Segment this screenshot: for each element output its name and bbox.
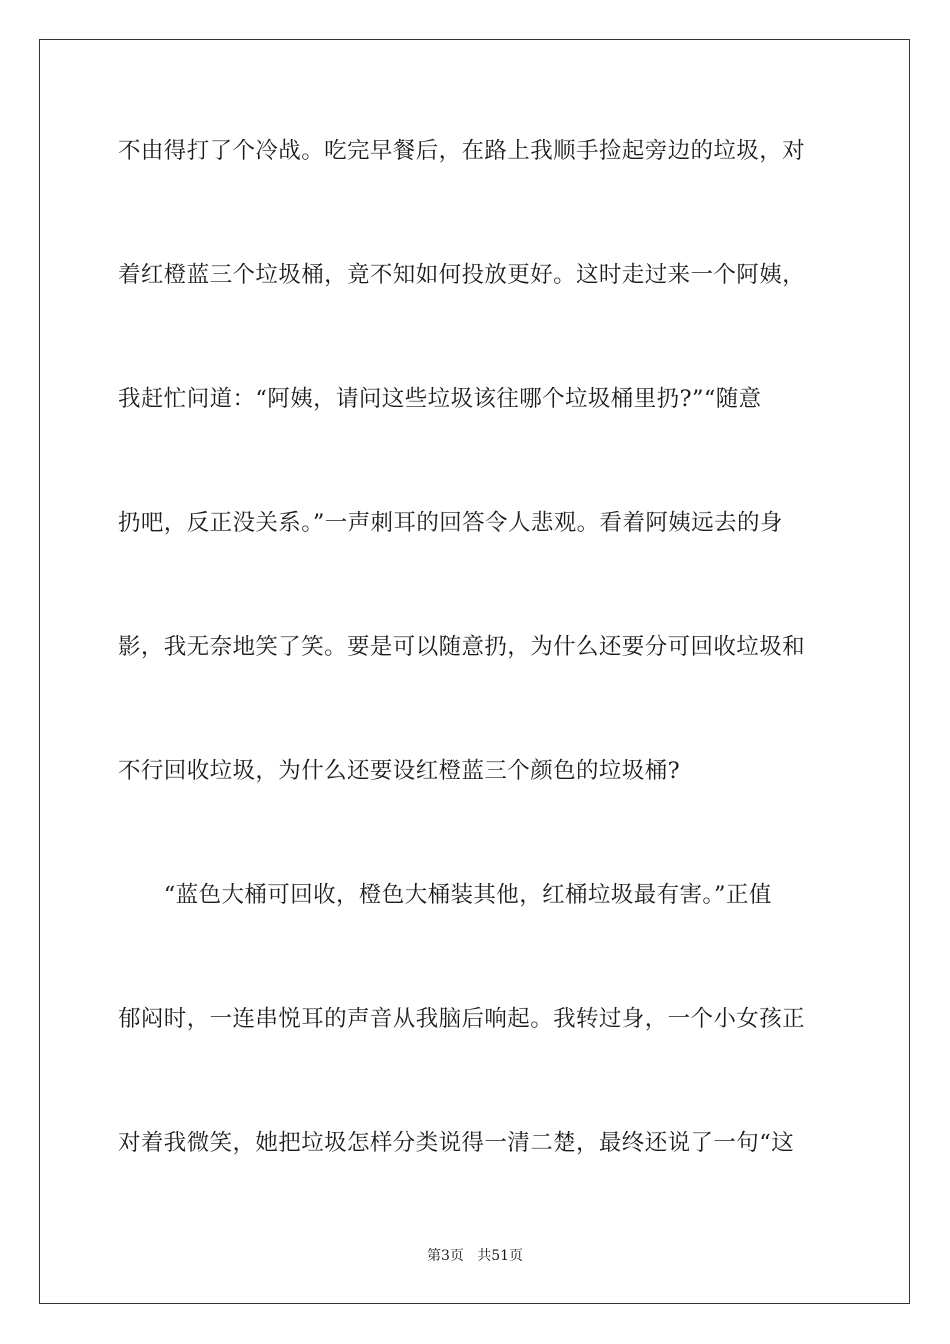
body-text-line-6: 不行回收垃圾，为什么还要设红橙蓝三个颜色的垃圾桶? bbox=[118, 758, 681, 784]
body-text-line-4: 扔吧，反正没关系。”一声刺耳的回答令人悲观。看着阿姨远去的身 bbox=[118, 510, 783, 536]
body-text-line-1: 不由得打了个冷战。吃完早餐后，在路上我顺手捡起旁边的垃圾，对 bbox=[118, 138, 806, 164]
body-text-line-2: 着红橙蓝三个垃圾桶，竟不知如何投放更好。这时走过来一个阿姨， bbox=[118, 262, 806, 288]
body-text-line-5: 影，我无奈地笑了笑。要是可以随意扔，为什么还要分可回收垃圾和 bbox=[118, 634, 806, 660]
body-text-line-7: “蓝色大桶可回收，橙色大桶装其他，红桶垃圾最有害。”正值 bbox=[118, 882, 772, 908]
body-text-line-3: 我赶忙问道：“阿姨，请问这些垃圾该往哪个垃圾桶里扔?”“随意 bbox=[118, 386, 762, 412]
page-border bbox=[39, 39, 910, 1304]
body-text-line-9: 对着我微笑，她把垃圾怎样分类说得一清二楚，最终还说了一句“这 bbox=[118, 1130, 795, 1156]
body-text-line-8: 郁闷时，一连串悦耳的声音从我脑后响起。我转过身，一个小女孩正 bbox=[118, 1006, 806, 1032]
page-number-footer: 第3页 共51页 bbox=[426, 1248, 524, 1264]
